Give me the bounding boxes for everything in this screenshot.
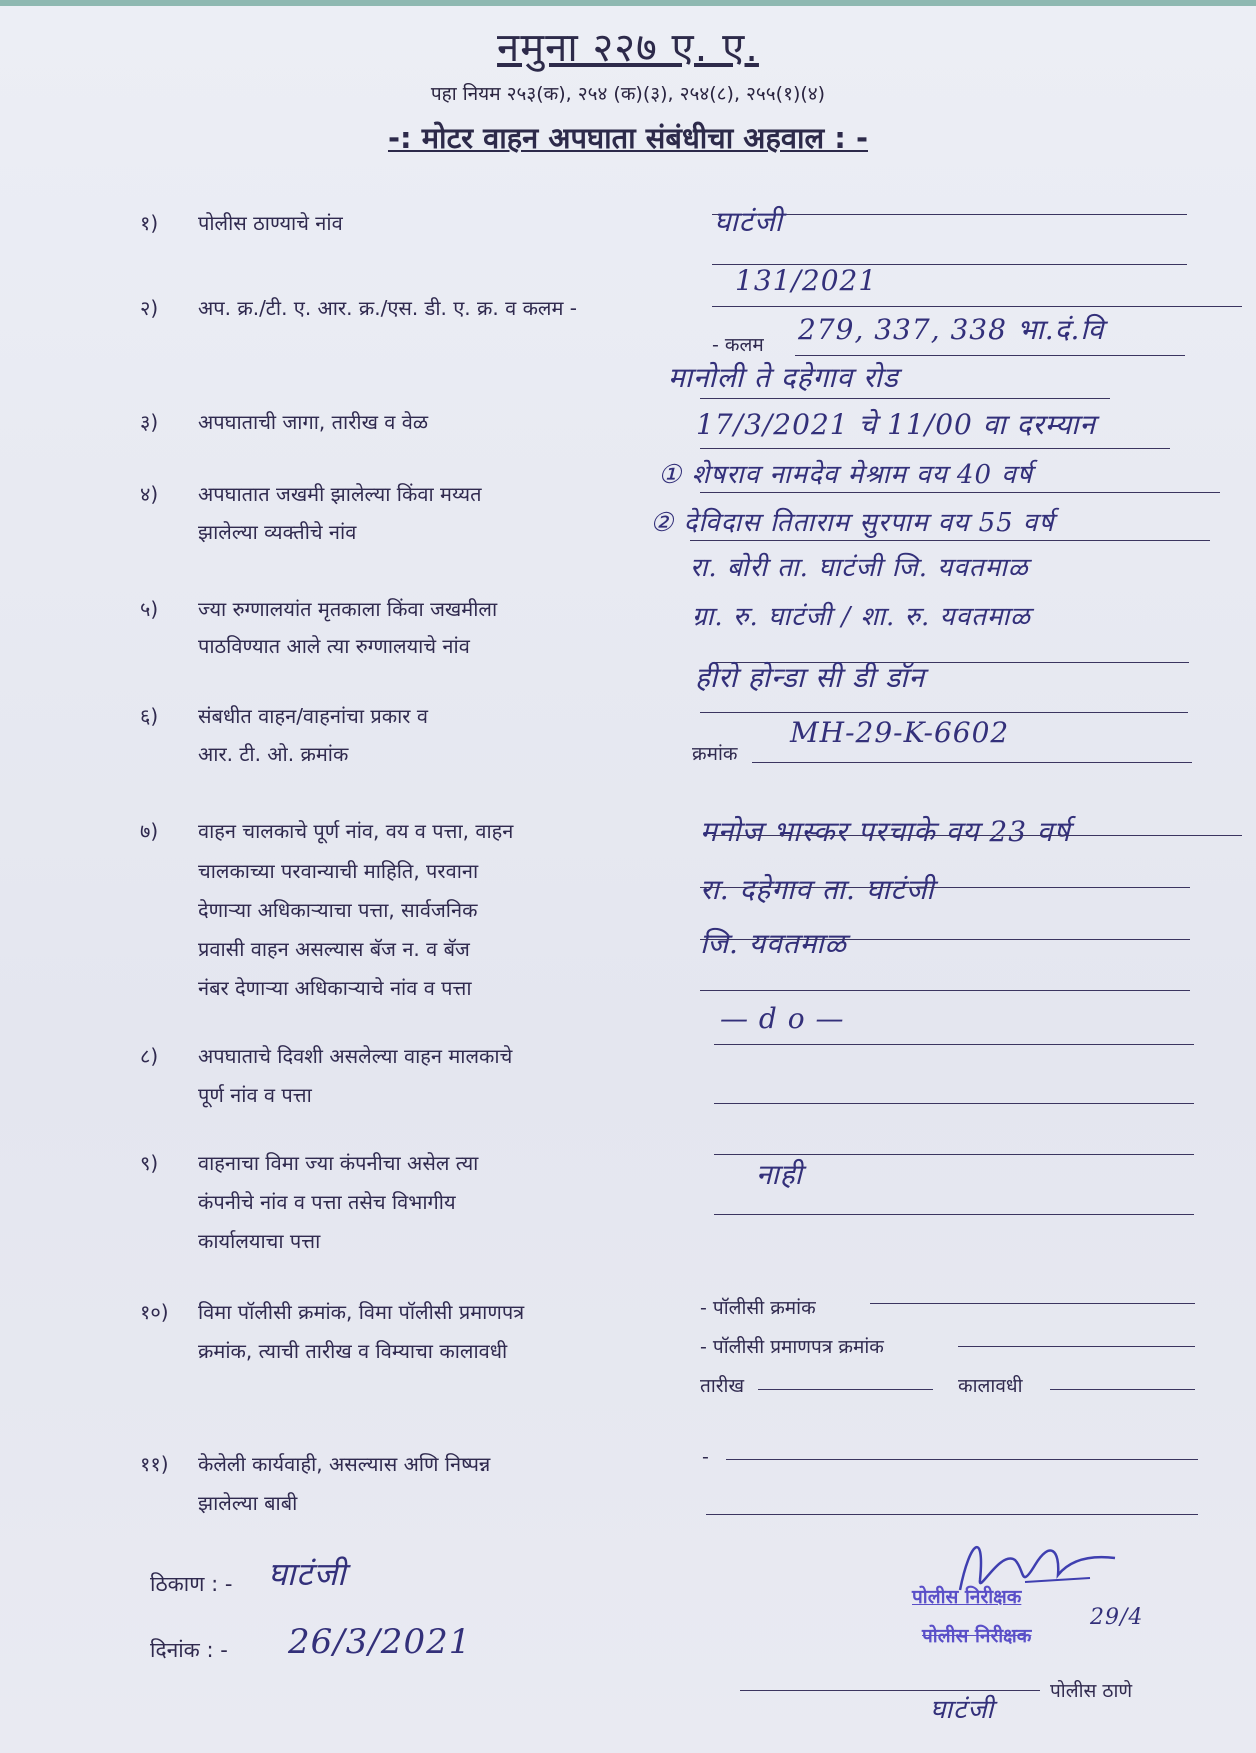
accident-place-value: मानोली ते दहेगाव रोड <box>668 361 899 394</box>
station-handwritten: घाटंजी <box>930 1695 995 1725</box>
hospital-value: ग्रा. रु. घाटंजी / शा. रु. यवतमाळ <box>692 602 1031 632</box>
insurance-value: नाही <box>756 1158 803 1191</box>
driver-name-value: मनोज भास्कर परचाके वय 23 वर्ष <box>700 815 1071 848</box>
answer-line <box>700 887 1190 888</box>
place-label: ठिकाण : - <box>150 1572 233 1596</box>
answer-line <box>706 1514 1198 1515</box>
policy-certificate-label: - पॉलीसी प्रमाणपत्र क्रमांक <box>700 1336 884 1358</box>
answer-line <box>726 1459 1198 1460</box>
report-page: नमुना २२७ ए. ए. पहा नियम २५३(क), २५४ (क)(३), २५४(८), २५५(१)(४) -: मोटर वाहन अपघाता संबंधीचा अहवाल : - १) पोलीस ठाण्याचे नांव घाटंजी २) अप. क्र./टी. ए. आर. क्र./एस. डी. ए. क्र. व कलम - 131/2021 - कलम 279, 337, 338 भा.दं.वि ३) अपघाताची जागा, तारीख व वेळ मानोली ते दहेगाव रोड 17/3/2021 चे 11/00 वा दरम्यान ४) अपघातात जखमी झालेल्या किंवा मय्यत झालेल्या व्यक्तीचे नांव ① शेषराव नामदेव मेश्राम वय 40 वर्ष ② देविदास तिताराम सुरपाम वय 55 वर्ष रा. बोरी ता. घाटंजी जि. यवतमाळ ५) ज्या रुग्णालयांत मृतकाला किंवा जखमीला पाठविण्यात आले त्या रुग्णालयाचे नांव ग्रा. रु. घाटंजी / शा. रु. यवतमाळ ६) संबधीत वाहन/वाहनांचा प्रकार व आर. टी. ओ. क्रमांक हीरो होन्डा सी डी डॉन क्रमांक MH-29-K-6602 ७) वाहन चालकाचे पूर्ण नांव, वय व पत्ता, वाहन चालकाच्या परवान्याची माहिति, परवाना देणाऱ्या अधिकाऱ्याचा पत्ता, सार्वजनिक प्रवासी वाहन असल्यास बॅज न. व बॅज नंबर देणाऱ्या अधिकाऱ्याचे नांव व पत्ता मनोज भास्कर परचाके वय 23 वर्ष रा. दहेगाव ता. घाटंजी जि. यवतमाळ ८) अपघाताचे दिवशी असलेल्या वाहन मालकाचे पूर्ण नांव व पत्ता — d o — ९) वाहनाचा विमा ज्या कंपनीचा असेल त्या कंपनीचे नांव व पत्ता तसेच विभागीय कार्यालयाचा पत्ता नाही १०) विमा पॉलीसी क्रमांक, विमा पॉलीसी प्रमाणपत्र क्रमांक, त्याची तारीख व विम्याचा कालावधी - पॉलीसी क्रमांक - पॉलीसी प्रमाणपत्र क्रमांक तारीख कालावधी ११) केलेली कार्यवाही, असल्यास अणि निष्पन्न झालेल्या बाबी - ठिकाण : - घाटंजी दिनांक : - 26/3/2021 पोलीस निरीक्षक पोलीस निरीक्षक 29/4 घाटंजी पोलीस ठाणे <box>0 0 1256 1753</box>
answer-line <box>795 355 1185 356</box>
driver-district-value: जि. यवतमाळ <box>700 927 847 960</box>
place-value: घाटंजी <box>268 1555 347 1593</box>
answer-1-value: घाटंजी <box>714 205 783 238</box>
section-value: 279, 337, 338 भा.दं.वि <box>798 313 1105 346</box>
signature-line <box>740 1690 1040 1691</box>
stamp-date-mark: 29/4 <box>1090 1605 1144 1630</box>
registration-number-value: MH-29-K-6602 <box>790 716 1010 749</box>
answer-line <box>714 1154 1194 1155</box>
policy-number-label: - पॉलीसी क्रमांक <box>700 1297 816 1319</box>
driver-address-value: रा. दहेगाव ता. घाटंजी <box>700 873 935 906</box>
section-label: - कलम <box>712 334 764 356</box>
date-label: तारीख <box>700 1375 744 1397</box>
answer-line <box>690 540 1210 541</box>
stamp-police-inspector: पोलीस निरीक्षक <box>912 1586 1022 1608</box>
injured-person-1: ① शेषराव नामदेव मेश्राम वय 40 वर्ष <box>658 460 1033 490</box>
answer-line <box>700 448 1170 449</box>
period-label: कालावधी <box>958 1375 1023 1397</box>
answer-line <box>714 1103 1194 1104</box>
answer-line <box>1050 1389 1195 1390</box>
owner-value: — d o — <box>720 1002 845 1035</box>
answer-line <box>714 1214 1194 1215</box>
rule-reference: पहा नियम २५३(क), २५४ (क)(३), २५४(८), २५५(१)(४) <box>430 83 826 105</box>
answer-line <box>700 990 1190 991</box>
stamp-police-station: पोलीस निरीक्षक <box>922 1625 1032 1647</box>
answer-line <box>700 398 1110 399</box>
report-heading: -: मोटर वाहन अपघाता संबंधीचा अहवाल : - <box>387 121 868 155</box>
answer-line <box>712 835 1242 836</box>
answer-line <box>700 492 1220 493</box>
date-label-footer: दिनांक : - <box>150 1638 228 1662</box>
answer-line <box>752 762 1192 763</box>
answer-line <box>700 712 1188 713</box>
accident-datetime-value: 17/3/2021 चे 11/00 वा दरम्यान <box>696 408 1096 441</box>
dash-mark: - <box>702 1446 709 1468</box>
injured-person-2: ② देविदास तिताराम सुरपाम वय 55 वर्ष <box>650 508 1055 538</box>
vehicle-type-value: हीरो होन्डा सी डी डॉन <box>695 661 925 694</box>
answer-line <box>712 214 1187 215</box>
answer-line <box>958 1346 1195 1347</box>
police-station-label: पोलीस ठाणे <box>1050 1680 1133 1702</box>
answer-line <box>714 1044 1194 1045</box>
case-number-value: 131/2021 <box>735 264 878 297</box>
answer-line <box>700 939 1190 940</box>
answer-line <box>758 1389 933 1390</box>
number-label: क्रमांक <box>692 743 738 765</box>
top-edge <box>0 0 1256 6</box>
answer-line <box>870 1303 1195 1304</box>
date-value: 26/3/2021 <box>288 1622 472 1662</box>
answer-line <box>712 306 1242 307</box>
form-title: नमुना २२७ ए. ए. <box>497 25 759 71</box>
injured-address: रा. बोरी ता. घाटंजी जि. यवतमाळ <box>690 553 1029 583</box>
